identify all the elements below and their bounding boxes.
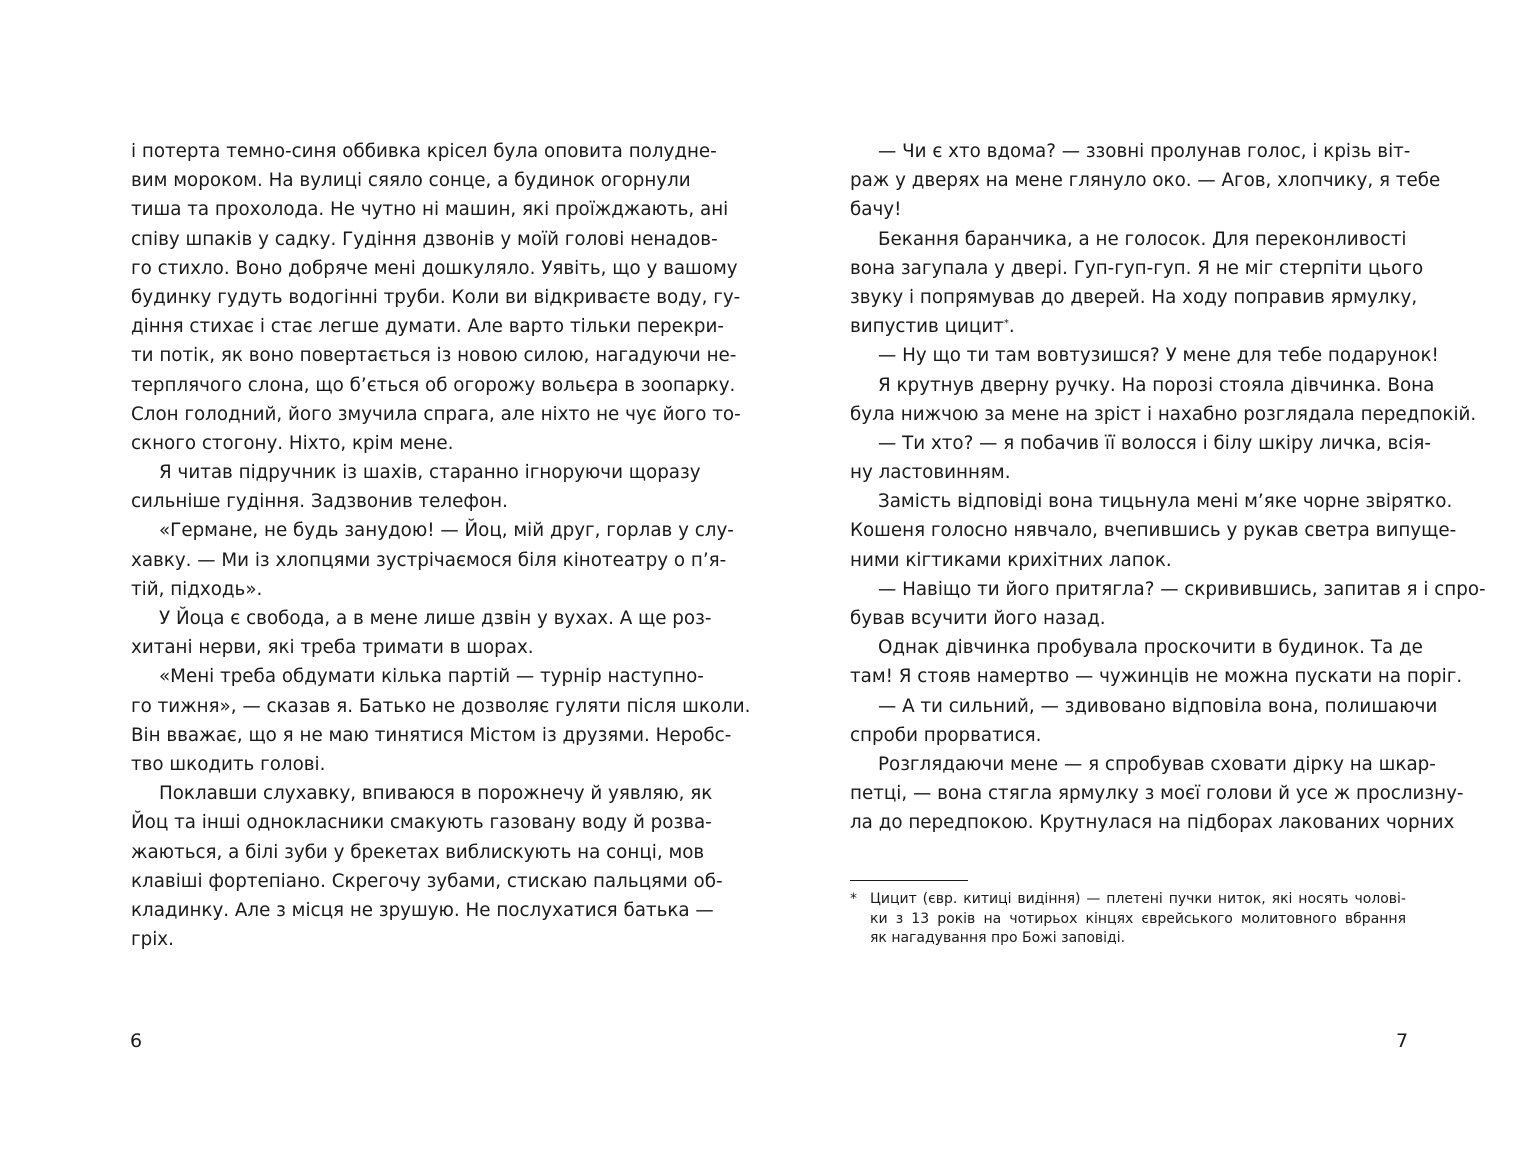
text-line: діння стихає і стає легше думати. Але варто тільки перекри- — [131, 316, 725, 338]
footnote-line: Цицит (євр. китиці видіння) — плетені пучки ниток, які носять чолові- — [870, 891, 1406, 907]
text-line: ти потік, як воно повертається із новою силою, нагадуючи не- — [131, 345, 737, 367]
text-line: раж у дверях на мене глянуло око. — Агов, хлопчику, я тебе — [850, 170, 1441, 192]
text-line: Поклавши слухавку, впиваюся в порожнечу й уявляю, як — [159, 783, 713, 805]
text-line: У Йоца є свобода, а в мене лише дзвін у вухах. А ще роз- — [159, 608, 712, 629]
text-line: «Мені треба обдумати кілька партій — турнір наступно- — [159, 666, 704, 688]
text-line: — Навіщо ти його притягла? — скривившись, запитав я і спро- — [878, 578, 1486, 600]
text-line: ними кігтиками крихітних лапок. — [850, 549, 1172, 571]
text-line: вона загупала у двері. Гуп-гуп-гуп. Я не міг стерпіти цього — [850, 257, 1424, 279]
text-line: бував всучити його назад. — [850, 608, 1106, 629]
footnote-reference-mark[interactable]: * — [1003, 318, 1009, 330]
text-line: співу шпаків у садку. Гудіння дзвонів у моїй голові ненадов- — [131, 228, 718, 250]
text-line: Однак дівчинка пробувала проскочити в будинок. Та де — [878, 637, 1423, 659]
text-line: терплячого слона, що б’ється об огорожу вольєра в зоопарку. — [131, 374, 736, 396]
text-line: Йоц та інші однокласники смакують газовану воду й розва- — [131, 812, 712, 834]
text-line: ла до передпокою. Крутнулася на підборах лакованих чорних — [850, 812, 1455, 834]
text-line: го стихло. Воно добряче мені дошкуляло. Уявіть, що у вашому — [131, 257, 738, 279]
text-line: Я крутнув дверну ручку. На порозі стояла дівчинка. Вона — [878, 374, 1435, 396]
text-line: скного стогону. Ніхто, крім мене. — [131, 432, 454, 454]
text-line: там! Я стояв намертво — чужинців не можна пускати на поріг. — [850, 666, 1463, 688]
footnote — [850, 890, 1406, 949]
text-line: петці, — вона стягла ярмулку з моєї голови й усе ж прослизну- — [850, 783, 1464, 805]
text-line: вим мороком. На вулиці сяяло сонце, а будинок огорнули — [131, 170, 691, 192]
text-line: сильніше гудіння. Задзвонив телефон. — [131, 491, 508, 513]
text-line: Я читав підручник із шахів, старанно ігноруючи щоразу — [159, 462, 701, 484]
footnote-row — [850, 890, 1406, 949]
left-text-column — [131, 137, 751, 954]
text-line: будинку гудуть водогінні труби. Коли ви відкриваєте воду, гу- — [131, 286, 741, 308]
right-page — [768, 0, 1536, 1152]
text-line: бачу! — [850, 199, 902, 221]
text-line: «Германе, не будь занудою! — Йоц, мій друг, горлав у слу- — [159, 520, 734, 542]
text-line-with-footnote-ref — [850, 312, 1406, 341]
footnote-body — [870, 890, 1406, 949]
text-line-segment: випустив цицит — [850, 316, 1004, 338]
text-line: хавку. — Ми із хлопцями зустрічаємося біля кінотеатру о п’я- — [131, 549, 727, 571]
text-line: Замість відповіді вона тицьнула мені м’яке чорне звірятко. — [878, 491, 1453, 513]
footnote-line: як нагадування про Божі заповіді. — [870, 930, 1126, 946]
text-line-segment: . — [1008, 316, 1015, 338]
text-line: Кошеня голосно нявчало, вчепившись у рукав светра випуще- — [850, 520, 1457, 542]
text-line: го тижня», — сказав я. Батько не дозволяє гуляти після школи. — [131, 695, 751, 717]
text-line: — А ти сильний, — здивовано відповіла вона, полишаючи — [878, 695, 1438, 717]
text-line: кладинку. Але з місця не зрушую. Не послухатися батька — — [131, 899, 714, 921]
page-number: 6 — [130, 1030, 143, 1052]
footnote-divider — [850, 880, 968, 881]
text-line: Бекання баранчика, а не голосок. Для переконливості — [878, 228, 1407, 250]
text-line: — Ну що ти там вовтузишся? У мене для тебе подарунок! — [878, 345, 1439, 367]
footnote-marker: * — [850, 891, 857, 907]
text-line: — Ти хто? — я побачив її волосся і білу шкіру личка, всія- — [878, 432, 1431, 454]
text-line: гріх. — [131, 929, 174, 951]
text-line: і потерта темно-синя оббивка крісел була оповита полудне- — [131, 141, 717, 162]
text-line: хитані нерви, які треба тримати в шорах. — [131, 637, 534, 659]
text-line: жаються, а білі зуби у брекетах виблискують на сонці, мов — [131, 841, 705, 863]
text-line: тиша та прохолода. Не чутно ні машин, які проїжджають, ані — [131, 199, 729, 221]
text-line: Слон голодний, його змучила спрага, але ніхто не чує його то- — [131, 403, 741, 425]
right-text-column — [850, 137, 1486, 838]
page-number: 7 — [1396, 1030, 1409, 1052]
text-line: спроби прорватися. — [850, 724, 1042, 746]
text-line: клавіші фортепіано. Скрегочу зубами, стискаю пальцями об- — [131, 870, 723, 892]
text-line: Розглядаючи мене — я спробував сховати дірку на шкар- — [878, 753, 1436, 775]
text-line: звуку і попрямував до дверей. На ходу поправив ярмулку, — [850, 286, 1418, 308]
text-line: ну ластовинням. — [850, 462, 1011, 484]
footnote-line: ки з 13 років на чотирьох кінцях єврейського молитовного вбрання — [870, 910, 1406, 927]
text-line: Він вважає, що я не маю тинятися Містом із друзями. Неробс- — [131, 724, 732, 746]
text-line: була нижчою за мене на зріст і нахабно розглядала передпокій. — [850, 403, 1477, 425]
text-line: тій, підходь». — [131, 578, 263, 600]
text-line: — Чи є хто вдома? — ззовні пролунав голос, і крізь віт- — [878, 141, 1411, 162]
text-line: тво шкодить голові. — [131, 753, 326, 775]
